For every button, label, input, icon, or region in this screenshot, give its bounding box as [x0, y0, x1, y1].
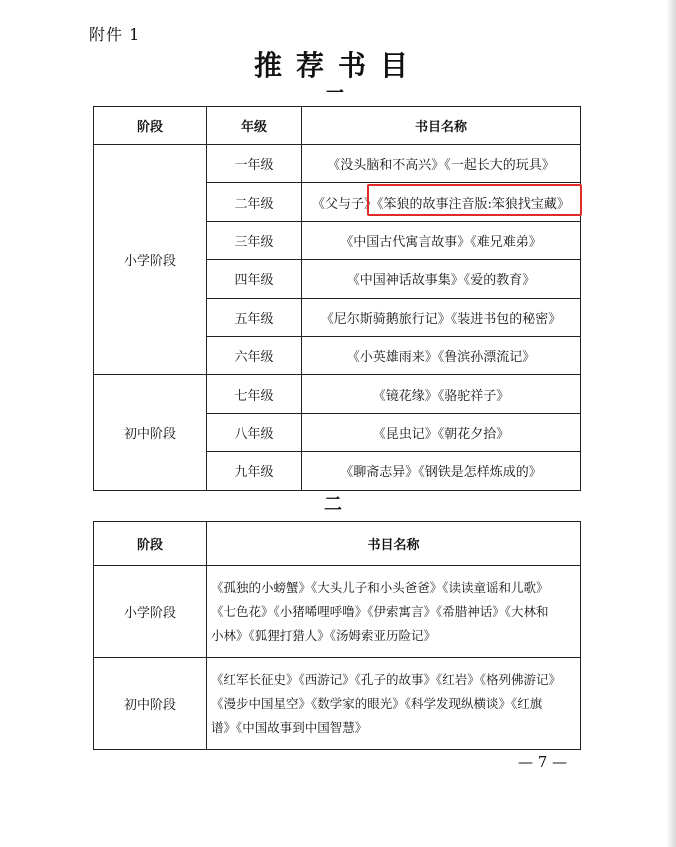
stage-cell: 初中阶段	[94, 375, 207, 490]
grade-cell: 四年级	[207, 260, 302, 298]
page-edge-shadow	[666, 0, 676, 847]
stage-book-table	[93, 521, 581, 750]
books-cell	[207, 658, 581, 750]
stage-cell: 小学阶段	[94, 145, 207, 375]
grade-cell: 三年级	[207, 221, 302, 259]
books-cell	[207, 566, 581, 658]
table-row	[94, 375, 581, 413]
table-row	[94, 145, 581, 183]
header-stage: 阶段	[94, 107, 207, 145]
section-two-mark: 二	[324, 494, 342, 515]
books-line: 《红军长征史》《西游记》《孔子的故事》《红岩》《格列佛游记》	[211, 671, 562, 687]
header-grade: 年级	[207, 107, 302, 145]
table-header-row	[94, 107, 581, 145]
books-line: 《七色花》《小猪唏哩呼噜》《伊索寓言》《希腊神话》《大林和	[211, 603, 549, 619]
table-row	[94, 566, 581, 658]
grade-cell: 八年级	[207, 413, 302, 451]
table-header-row	[94, 522, 581, 566]
page-number: — 7 —	[518, 753, 568, 771]
stage-cell: 小学阶段	[94, 566, 207, 658]
grade-cell: 六年级	[207, 336, 302, 374]
section-one-mark: 一	[326, 83, 344, 104]
books-cell: 《没头脑和不高兴》《一起长大的玩具》	[302, 145, 581, 183]
header-stage: 阶段	[94, 522, 207, 566]
grade-cell: 五年级	[207, 298, 302, 336]
books-cell: 《聊斋志异》《钢铁是怎样炼成的》	[302, 452, 581, 490]
table-row	[94, 658, 581, 750]
books-line: 《孤独的小螃蟹》《大头儿子和小头爸爸》《读读童谣和儿歌》	[211, 579, 549, 595]
books-cell: 《镜花缘》《骆驼祥子》	[302, 375, 581, 413]
books-cell: 《中国神话故事集》《爱的教育》	[302, 260, 581, 298]
grade-book-table	[93, 106, 581, 491]
books-cell: 《小英雄雨来》《鲁滨孙漂流记》	[302, 336, 581, 374]
header-books: 书目名称	[302, 107, 581, 145]
books-cell: 《尼尔斯骑鹅旅行记》《装进书包的秘密》	[302, 298, 581, 336]
highlight-box	[367, 184, 582, 216]
page-title: 推荐书目	[253, 49, 422, 82]
books-line: 谱》《中国故事到中国智慧》	[211, 719, 368, 735]
grade-cell: 七年级	[207, 375, 302, 413]
grade-cell: 一年级	[207, 145, 302, 183]
attachment-label: 附件 1	[89, 25, 141, 44]
grade-cell: 九年级	[207, 452, 302, 490]
stage-cell: 初中阶段	[94, 658, 207, 750]
books-cell: 《昆虫记》《朝花夕拾》	[302, 413, 581, 451]
header-books: 书目名称	[207, 522, 581, 566]
books-cell: 《中国古代寓言故事》《难兄难弟》	[302, 221, 581, 259]
grade-cell: 二年级	[207, 183, 302, 221]
books-cell: 《父与子》《笨狼的故事注音版:笨狼找宝藏》	[302, 183, 581, 221]
books-line: 小林》《狐狸打猎人》《汤姆索亚历险记》	[211, 627, 437, 643]
books-line: 《漫步中国星空》《数学家的眼光》《科学发现纵横谈》《红旗	[211, 695, 543, 711]
